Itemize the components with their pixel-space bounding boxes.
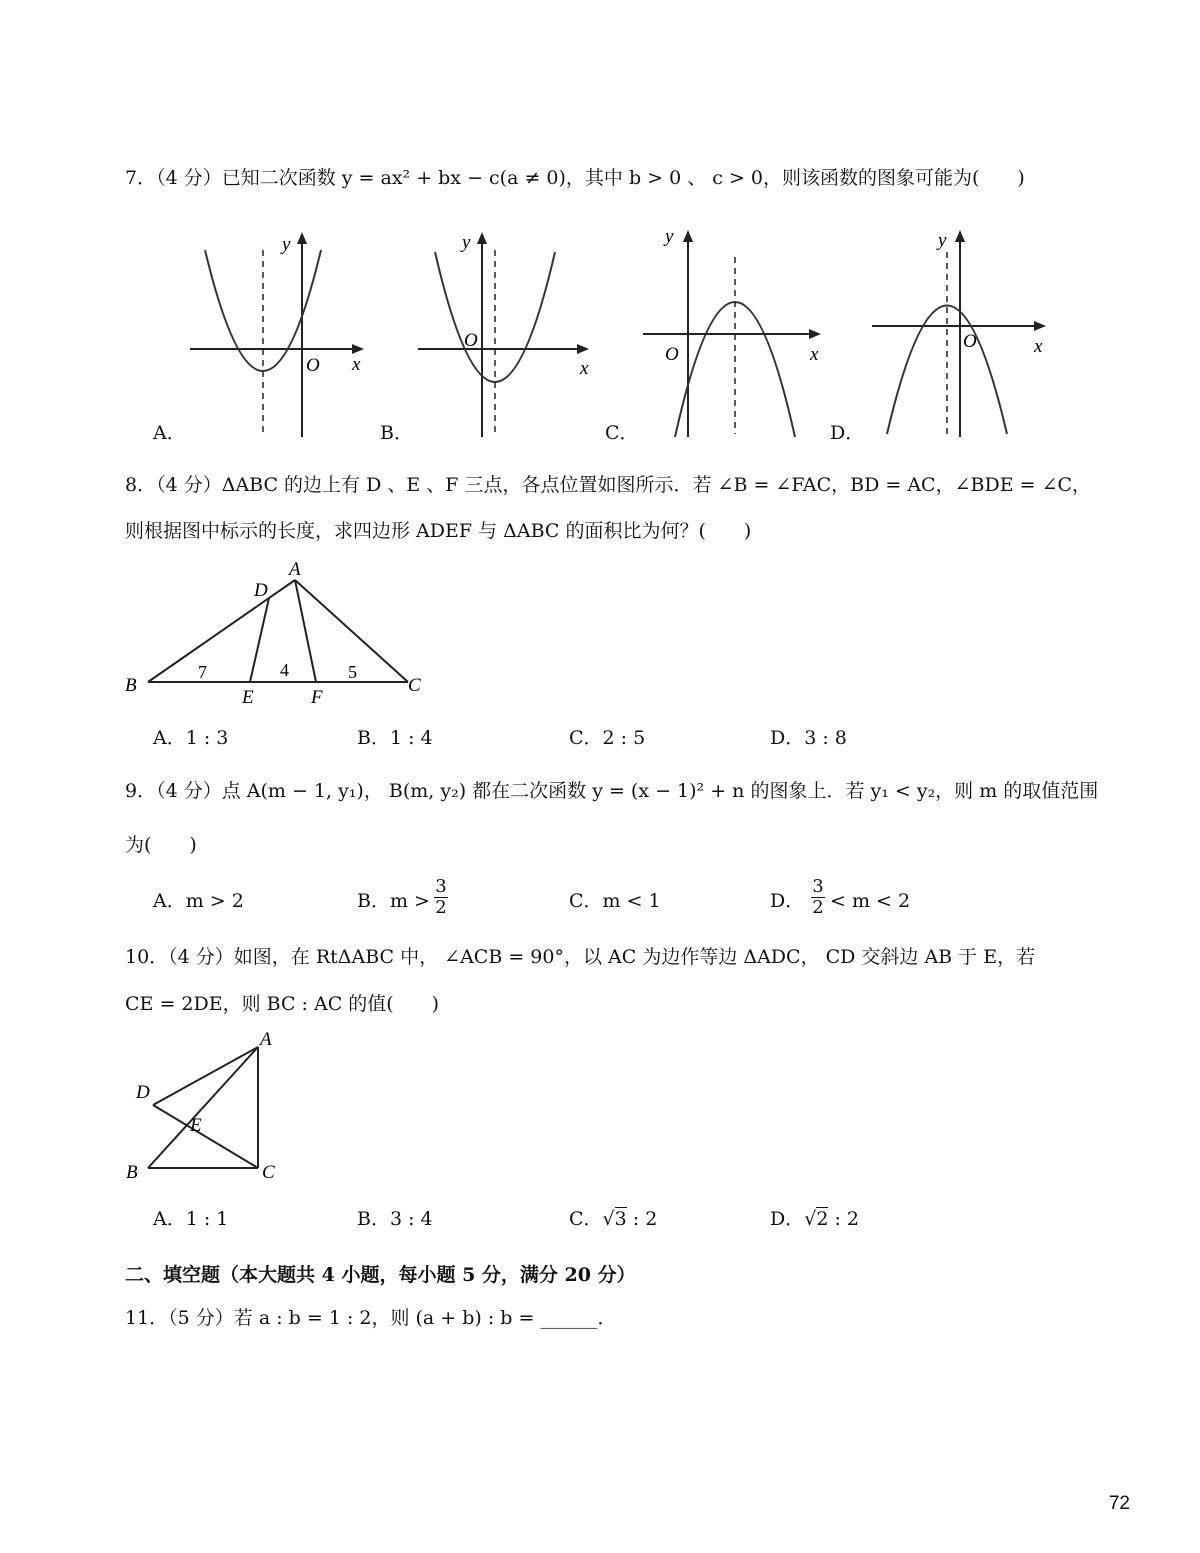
q10-label-c: C xyxy=(262,1162,275,1183)
graph-c-x-label: x xyxy=(810,344,819,365)
q9-option-d-fraction xyxy=(811,877,825,918)
graph-b-x-label: x xyxy=(580,358,589,379)
q9-option-b-prefix: B．m > xyxy=(357,890,430,912)
graph-b xyxy=(380,222,610,442)
q7-option-a: A． xyxy=(153,422,186,444)
q10-option-b: B．3 : 4 xyxy=(357,1208,433,1230)
graph-d-y-label: y xyxy=(938,230,947,251)
q9-option-c: C．m < 1 xyxy=(569,890,661,912)
radical-icon: √ xyxy=(804,1208,817,1230)
q9-option-b-fraction xyxy=(434,877,448,918)
graph-b-y-label: y xyxy=(462,232,471,253)
q8-label-c: C xyxy=(408,675,421,696)
q9-option-b xyxy=(357,889,430,913)
q11-stem: 11．（5 分）若 a : b = 1 : 2，则 (a + b) : b = ______． xyxy=(125,1307,617,1329)
q8-stem-line2: 则根据图中标示的长度，求四边形 ADEF 与 ΔABC 的面积比为何？( ) xyxy=(125,520,752,542)
q7-option-d: D． xyxy=(830,422,865,444)
graph-d-origin-label: O xyxy=(963,331,977,352)
graph-a-y-label: y xyxy=(282,234,291,255)
q10-option-d xyxy=(770,1207,859,1231)
radical-icon: √ xyxy=(602,1208,615,1230)
q7-option-c: C． xyxy=(605,422,639,444)
q8-option-b: B．1 : 4 xyxy=(357,727,433,749)
graph-d xyxy=(830,222,1060,442)
graph-c-origin-label: O xyxy=(665,344,679,365)
q7-option-b: B． xyxy=(380,422,413,444)
q10-option-d-radicand: 2 xyxy=(816,1208,829,1230)
q8-option-a: A．1 : 3 xyxy=(153,727,229,749)
q10-option-c-radicand: 3 xyxy=(614,1208,627,1230)
q10-option-d-prefix: D． xyxy=(770,1208,805,1230)
q10-option-c-prefix: C． xyxy=(569,1208,603,1230)
q9-option-a: A．m > 2 xyxy=(153,890,244,912)
q9-option-b-denominator: 2 xyxy=(435,897,447,918)
q9-option-d-denominator: 2 xyxy=(812,897,824,918)
q10-label-e: E xyxy=(190,1115,202,1136)
q8-label-f: F xyxy=(311,687,323,708)
graph-b-origin-label: O xyxy=(464,330,478,351)
q9-option-d-prefix: D． xyxy=(770,890,805,912)
q9-option-d-numerator: 3 xyxy=(812,876,824,897)
q8-label-b: B xyxy=(125,675,137,696)
q8-length-5: 5 xyxy=(348,662,357,682)
q7-stem: 7．（4 分）已知二次函数 y = ax² + bx − c(a ≠ 0)，其中 b > 0 、 c > 0，则该函数的图象可能为( ) xyxy=(125,167,1025,189)
q10-option-d-suffix: : 2 xyxy=(828,1208,860,1230)
graph-c-y-label: y xyxy=(665,226,674,247)
graph-a xyxy=(150,222,380,442)
q8-label-a: A xyxy=(289,559,301,580)
q10-option-c-suffix: : 2 xyxy=(626,1208,658,1230)
q8-label-e: E xyxy=(242,687,254,708)
graph-c xyxy=(605,222,835,442)
q9-option-b-numerator: 3 xyxy=(435,876,447,897)
q8-option-d: D．3 : 8 xyxy=(770,727,847,749)
q10-label-b: B xyxy=(126,1162,138,1183)
q10-label-a: A xyxy=(260,1029,272,1050)
q10-option-c xyxy=(569,1207,657,1231)
q8-option-c: C．2 : 5 xyxy=(569,727,646,749)
q10-stem-line1: 10．（4 分）如图，在 RtΔABC 中， ∠ACB = 90°，以 AC 为边作等边 ΔADC， CD 交斜边 AB 于 E，若 xyxy=(125,946,1036,968)
graph-a-x-label: x xyxy=(352,354,361,375)
q10-option-a: A．1 : 1 xyxy=(153,1208,229,1230)
q8-stem-line1: 8．（4 分）ΔABC 的边上有 D 、E 、F 三点，各点位置如图所示．若 ∠B = ∠FAC，BD = AC，∠BDE = ∠C， xyxy=(125,474,1092,496)
q9-stem-line2: 为( ) xyxy=(125,834,197,856)
graph-d-x-label: x xyxy=(1034,336,1043,357)
graph-a-origin-label: O xyxy=(306,355,320,376)
page-number: 72 xyxy=(1108,1493,1130,1514)
q10-triangle-figure xyxy=(120,1025,300,1185)
q8-triangle-figure xyxy=(120,555,440,715)
q9-option-d-suffix: < m < 2 xyxy=(830,890,911,912)
q10-label-d: D xyxy=(136,1082,150,1103)
q8-length-4: 4 xyxy=(280,660,289,680)
q8-label-d: D xyxy=(254,580,268,601)
q9-stem-line1: 9．（4 分）点 A(m − 1, y₁)， B(m, y₂) 都在二次函数 y = (x − 1)² + n 的图象上．若 y₁ < y₂，则 m 的取值范围 xyxy=(125,780,1099,802)
q8-length-7: 7 xyxy=(198,662,207,682)
q10-stem-line2: CE = 2DE，则 BC : AC 的值( ) xyxy=(125,993,440,1015)
section-heading: 二、填空题（本大题共 4 小题，每小题 5 分，满分 20 分） xyxy=(125,1264,636,1286)
